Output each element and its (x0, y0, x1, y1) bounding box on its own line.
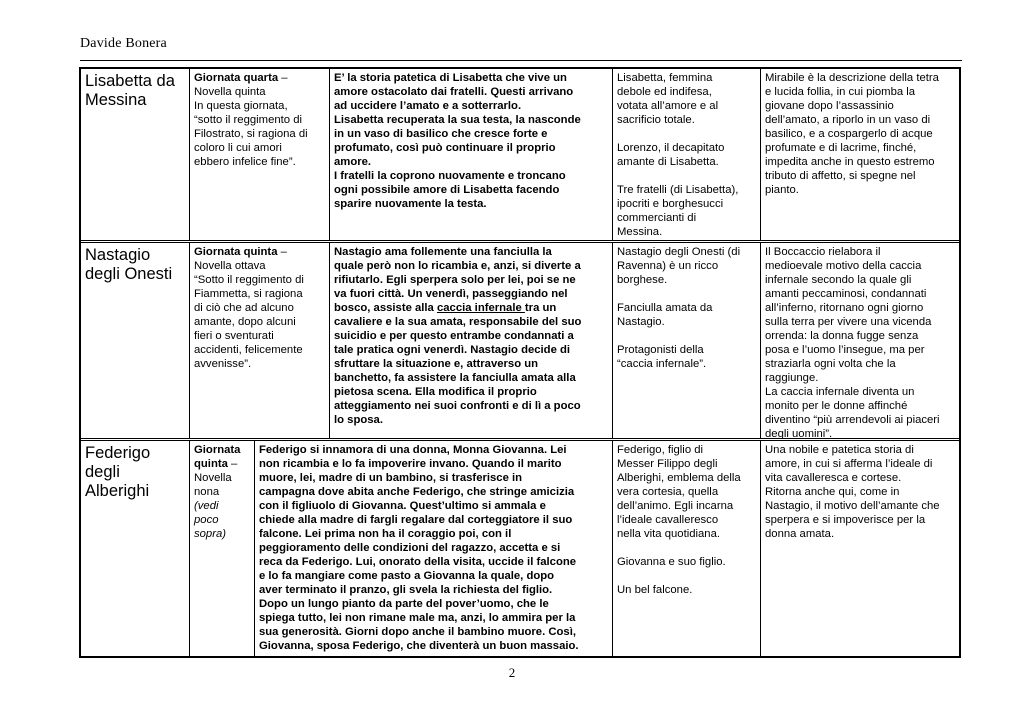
plot-line: e lo fa mangiare come pasto a Giovanna la quale, dopo (259, 570, 555, 582)
character-line: sacrificio totale. (617, 114, 695, 126)
notes-line: diventino “più arrendevoli ai piaceri (765, 414, 940, 426)
plot-line: falcone. Lei prima non ha il coraggio poi, con il (259, 528, 512, 540)
notes-line: amore, in cui si afferma l’ideale di (765, 458, 933, 470)
character-line: Alberighi, emblema della (617, 472, 741, 484)
notes-line: basilico, e a cospargerlo di acque (765, 128, 933, 140)
day-label: Giornata quarta (194, 72, 279, 84)
character-line: votata all’amore e al (617, 100, 719, 112)
notes-line: raggiunge. (765, 372, 819, 384)
novel-name-line: degli Onesti (85, 265, 173, 283)
character-line: Fanciulla amata da (617, 302, 713, 314)
plot-line: ad uccidere l’amato e a sotterrarlo. (334, 100, 522, 112)
day-line: ebbero infelice fine”. (194, 156, 296, 168)
notes-line: straziarla ogni volta che la (765, 358, 896, 370)
day-line: Novella ottava (194, 260, 266, 272)
header-rule (80, 60, 962, 61)
day-line: avvenisse”. (194, 358, 252, 370)
day-line: In questa giornata, (194, 100, 288, 112)
plot-line: Nastagio ama follemente una fanciulla la (334, 246, 552, 258)
notes-line: Una nobile e patetica storia di (765, 444, 914, 456)
notes-line: infernale secondo la quale gli (765, 274, 912, 286)
day-line: “sotto il reggimento di (194, 114, 302, 126)
plot-line: tale pratica ogni venerdì. Nastagio decide di (334, 344, 571, 356)
table-row (81, 438, 959, 656)
plot-line: suicidio e per questo entrambe condannati a (334, 330, 574, 342)
novel-name-line: Lisabetta da (85, 72, 175, 90)
notes-line: pianto. (765, 184, 799, 196)
character-line: l’ideale cavalleresco (617, 514, 719, 526)
character-line: Lorenzo, il decapitato (617, 142, 725, 154)
character-line: Federigo, figlio di (617, 444, 704, 456)
plot-line: Dopo un lungo pianto da parte del pover’uomo, che le (259, 598, 549, 610)
character-line: debole ed indifesa, (617, 86, 712, 98)
notes-line: La caccia infernale diventa un (765, 386, 915, 398)
plot-line: peggioramento delle condizioni del ragazzo, accetta e si (259, 542, 561, 554)
plot-line: lo sposa. (334, 414, 383, 426)
plot-line: banchetto, fa assistere la fanciulla amata alla (334, 372, 576, 384)
plot-line: sfruttare la situazione e, attraverso un (334, 358, 539, 370)
plot-line: chiede alla madre di fargli regalare dal corteggiatore il suo (259, 514, 573, 526)
notes-line: donna amata. (765, 528, 835, 540)
notes-line: posa e l’uomo l’insegue, ma per (765, 344, 925, 356)
character-line: amante di Lisabetta. (617, 156, 719, 168)
plot-line: I fratelli la coprono nuovamente e troncano (334, 170, 566, 182)
plot-line: atteggiamento nei suoi confronti e di lì a poco (334, 400, 581, 412)
notes-cell (760, 441, 959, 656)
novelle-table (79, 67, 961, 658)
plot-line: E’ la storia patetica di Lisabetta che vive un (334, 72, 567, 84)
character-line: Lisabetta, femmina (617, 72, 713, 84)
character-line: Ravenna) è un ricco (617, 260, 719, 272)
plot-cell (329, 69, 612, 240)
notes-line: impedita anche in questo estremo (765, 156, 935, 168)
day-line: Fiammetta, si ragiona (194, 288, 303, 300)
plot-cell (329, 243, 612, 438)
notes-line: giovane dopo l’assassinio (765, 100, 894, 112)
day-dash: – (278, 72, 288, 84)
novel-name-cell (81, 441, 189, 656)
notes-cell (760, 243, 959, 438)
plot-line: campagna dove abita anche Federigo, che stringe amicizia (259, 486, 575, 498)
plot-line: in un vaso di basilico che cresce forte e (334, 128, 548, 140)
notes-line: amanti peccaminosi, condannati (765, 288, 927, 300)
plot-line: cavaliere e la sua amata, responsabile del suo (334, 316, 582, 328)
plot-line: Lisabetta recuperata la sua testa, la nasconde (334, 114, 581, 126)
character-line: “caccia infernale”. (617, 358, 707, 370)
notes-line: vita cavalleresca e cortese. (765, 472, 902, 484)
plot-line: sua generosità. Giorni dopo anche il bambino muore. Così, (259, 626, 576, 638)
header-author: Davide Bonera (80, 36, 167, 51)
notes-line: Il Boccaccio rielabora il (765, 246, 881, 258)
day-line: di ciò che ad alcuno (194, 302, 294, 314)
characters-cell (612, 243, 760, 438)
notes-line: Mirabile è la descrizione della tetra (765, 72, 939, 84)
notes-line: Nastagio, il motivo dell’amante che (765, 500, 940, 512)
character-line: ipocriti e borghesucci (617, 198, 724, 210)
character-line: borghese. (617, 274, 668, 286)
plot-line: rifiutarlo. Egli sperpera solo per lei, poi se ne (334, 274, 576, 286)
character-line: commercianti di (617, 212, 697, 224)
notes-line: all’inferno, ritornano ogni giorno (765, 302, 924, 314)
character-line: Nastagio degli Onesti (di (617, 246, 741, 258)
notes-line: monito per le donne affinché (765, 400, 908, 412)
notes-line: e lucida follia, in cui piomba la (765, 86, 916, 98)
character-line: Tre fratelli (di Lisabetta), (617, 184, 739, 196)
table-row (81, 69, 959, 240)
plot-line: amore. (334, 156, 372, 168)
day-line: accidenti, felicemente (194, 344, 303, 356)
day-label: quinta (194, 458, 228, 470)
plot-line: quale però non lo ricambia e, anzi, si diverte a (334, 260, 581, 272)
novel-name-line: Messina (85, 91, 147, 109)
plot-line: profumato, così può continuare il proprio (334, 142, 556, 154)
notes-line: tributo di affetto, si spegne nel (765, 170, 916, 182)
character-line: Un bel falcone. (617, 584, 693, 596)
plot-line: spiega tutto, lei non rimane male ma, anzi, lo ammira per la (259, 612, 576, 624)
plot-line: pietosa scena. Ella modifica il proprio (334, 386, 537, 398)
plot-line: con il figliuolo di Giovanna. Quest’ultimo si ammala e (259, 500, 546, 512)
day-line: Filostrato, si ragiona di (194, 128, 308, 140)
caccia-infernale-underlined: caccia infernale (436, 302, 525, 314)
plot-line: sparire nuovamente la testa. (334, 198, 487, 210)
day-dash: – (277, 246, 287, 258)
novel-name-line: Federigo (85, 444, 151, 462)
character-line: nella vita quotidiana. (617, 528, 721, 540)
characters-cell (612, 441, 760, 656)
plot-text: tra un (524, 302, 557, 314)
day-cell (189, 69, 329, 240)
plot-cell (254, 441, 612, 656)
plot-line: Giovanna, sposa Federigo, che diventerà un buon massaio. (259, 640, 579, 652)
character-line: dell’animo. Egli incarna (617, 500, 734, 512)
day-label: Giornata (194, 444, 241, 456)
novel-name-line: Nastagio (85, 246, 151, 264)
plot-line: amore ostacolato dai fratelli. Questi arrivano (334, 86, 574, 98)
notes-line: sperpera e si impoverisce per la (765, 514, 926, 526)
day-line: fieri o sventurati (194, 330, 274, 342)
notes-line: sulla terra per vivere una vicenda (765, 316, 932, 328)
notes-line: profumate e di lacrime, finché, (765, 142, 917, 154)
character-line: Giovanna e suo figlio. (617, 556, 726, 568)
day-line: coloro li cui amori (194, 142, 282, 154)
day-line: amante, dopo alcuni (194, 316, 296, 328)
day-line: nona (194, 486, 220, 498)
character-line: Messer Filippo degli (617, 458, 718, 470)
day-line: “Sotto il reggimento di (194, 274, 304, 286)
notes-line: orrenda: la donna fugge senza (765, 330, 919, 342)
day-line: Novella (194, 472, 232, 484)
notes-cell (760, 69, 959, 240)
plot-line: reca da Federigo. Lui, onorato della visita, uccide il falcone (259, 556, 577, 568)
notes-line: medioevale motivo della caccia (765, 260, 922, 272)
day-line-italic: poco (194, 514, 219, 526)
day-label: Giornata quinta (194, 246, 278, 258)
plot-line: muore, lei, madre di un bambino, si trasferisce in (259, 472, 523, 484)
plot-line: va fuori città. Un venerdì, passeggiando nel (334, 288, 568, 300)
plot-line: ogni possibile amore di Lisabetta facendo (334, 184, 560, 196)
day-line: Novella quinta (194, 86, 266, 98)
character-line: vera cortesia, quella (617, 486, 719, 498)
character-line: Nastagio. (617, 316, 665, 328)
characters-cell (612, 69, 760, 240)
novel-name-line: Alberighi (85, 482, 150, 500)
day-dash: – (227, 458, 238, 470)
day-line-italic: sopra) (194, 528, 227, 540)
character-line: Messina. (617, 226, 663, 238)
plot-line: Federigo si innamora di una donna, Monna Giovanna. Lei (259, 444, 567, 456)
plot-line: aver terminato il pranzo, gli svela la richiesta del figlio. (259, 584, 553, 596)
notes-line: dell’amato, a riporlo in un vaso di (765, 114, 931, 126)
day-cell (189, 441, 254, 656)
notes-line: degli uomini”. (765, 428, 833, 438)
table-row (81, 240, 959, 438)
day-cell (189, 243, 329, 438)
page-number: 2 (508, 665, 516, 680)
notes-line: Ritorna anche qui, come in (765, 486, 900, 498)
plot-line: non ricambia e lo fa impoverire invano. Quando il marito (259, 458, 562, 470)
plot-text: bosco, assiste alla (334, 302, 437, 314)
novel-name-cell (81, 243, 189, 438)
novel-name-cell (81, 69, 189, 240)
character-line: Protagonisti della (617, 344, 704, 356)
novel-name-line: degli (85, 463, 120, 481)
day-line-italic: (vedi (194, 500, 219, 512)
